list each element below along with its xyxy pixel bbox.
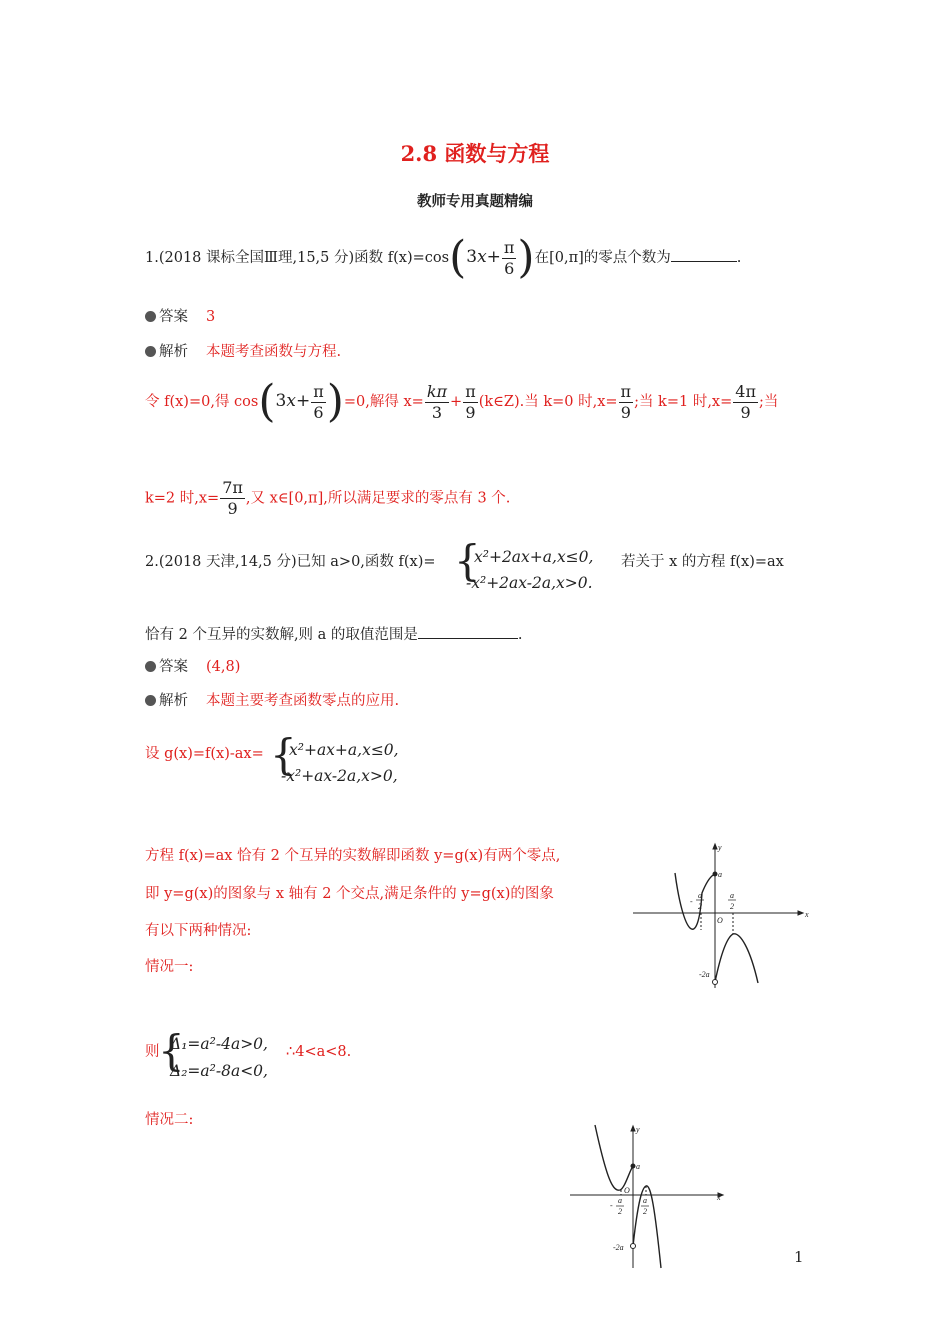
sol-var: x (286, 391, 296, 411)
frac-num: π (465, 381, 476, 401)
minus-label: - (690, 897, 693, 906)
graph-case-2 (565, 1120, 730, 1272)
ze-label: 则 (145, 1044, 160, 1060)
x-label: x (717, 1193, 721, 1202)
frac-den: 3 (431, 402, 443, 422)
neg2a-label: -2a (699, 970, 710, 979)
q1-end: . (736, 250, 742, 266)
answer-value: 3 (206, 309, 216, 325)
x-label: x (805, 910, 809, 919)
g-brace: { (270, 730, 297, 779)
sol-fraction-7pi9 (220, 478, 245, 519)
right-paren: ) (326, 376, 344, 427)
q1-suffix: 在[0,π]的零点个数为 (534, 250, 671, 266)
right-paren: ) (517, 232, 535, 283)
frac-num: π (313, 381, 324, 401)
q2-line-2 (145, 625, 523, 645)
para-3: 有以下两种情况: (145, 923, 252, 939)
sol-text-b: =0,解得 x= (343, 394, 424, 410)
analysis-badge-icon (145, 346, 156, 357)
delta-2: Δ₂=a²-8a<0, (170, 1062, 268, 1080)
a-label: a (636, 1162, 640, 1171)
neg2a-label: -2a (613, 1243, 624, 1252)
x-arrow-icon (798, 911, 803, 915)
analysis-text: 本题主要考查函数零点的应用. (206, 693, 400, 709)
half-den-left: 2 (618, 1207, 622, 1216)
frac-den: 6 (313, 402, 324, 422)
q2-brace: { (454, 536, 481, 585)
curve-left (675, 873, 715, 929)
sol-fraction-pi6 (311, 382, 326, 423)
curve-right (715, 934, 758, 983)
delta-1: Δ₁=a²-4a>0, (170, 1035, 268, 1053)
point-neg2a (631, 1244, 636, 1249)
frac-den: 9 (227, 499, 238, 518)
conclusion: ∴4<a<8. (286, 1044, 352, 1060)
q2-case-1: x²+2ax+a,x≤0, (474, 548, 594, 566)
origin-label: O (717, 916, 723, 925)
analysis-label: 解析 (159, 693, 188, 709)
q2-suffix: 若关于 x 的方程 f(x)=ax (621, 554, 784, 570)
left-paren: ( (449, 232, 467, 283)
g-case-1: x²+ax+a,x≤0, (289, 741, 399, 759)
sol-text-c: (k∈Z).当 k=0 时,x= (478, 394, 618, 410)
minus-label: - (610, 1201, 613, 1210)
q2-prefix: 2.(2018 天津,14,5 分)已知 a>0,函数 f(x)= (145, 554, 436, 570)
point-a (713, 872, 717, 876)
y-label: y (636, 1125, 640, 1134)
frac-den: 9 (740, 402, 751, 422)
frac-num: 7π (222, 478, 243, 497)
y-arrow-icon (713, 844, 717, 849)
analysis-1 (145, 342, 341, 362)
answer-label: 答案 (159, 659, 188, 675)
analysis-badge-icon (145, 695, 156, 706)
sol-fraction-pi9-b (619, 382, 634, 423)
q1-plus: + (486, 247, 501, 267)
q2-end: . (517, 627, 523, 643)
q1-coef: 3 (466, 247, 478, 267)
point-a (631, 1164, 635, 1168)
analysis-text: 本题考查函数与方程. (206, 344, 342, 360)
frac-den: 9 (465, 402, 476, 422)
left-paren: ( (258, 376, 276, 427)
curve-left (595, 1125, 633, 1190)
solution-1-line-1 (145, 376, 779, 427)
q1-var: x (477, 247, 487, 267)
a-label: a (718, 870, 722, 879)
sol2-text-b: ,又 x∈[0,π],所以满足要求的零点有 3 个. (245, 490, 511, 507)
y-arrow-icon (631, 1126, 635, 1131)
answer-badge-icon (145, 311, 156, 322)
page-title: 2.8 函数与方程 (400, 141, 550, 166)
q1-fraction (502, 238, 517, 279)
frac-num: 4π (735, 381, 756, 401)
frac-num: kπ (426, 381, 448, 401)
half-num-left: a (698, 891, 702, 900)
q1-prefix: 1.(2018 课标全国Ⅲ理,15,5 分)函数 f(x)=cos (145, 250, 450, 266)
case-1-label: 情况一: (145, 959, 194, 975)
analysis-label: 解析 (159, 344, 188, 360)
q1-frac-num: π (503, 237, 515, 257)
sol-plus2: + (450, 394, 463, 410)
graph-case-1 (628, 838, 813, 990)
delta-brace: { (158, 1026, 185, 1075)
sol-fraction-kpi3 (425, 382, 449, 423)
q1-answer-blank (671, 261, 737, 262)
half-num-right: a (643, 1196, 647, 1205)
point-neg2a (713, 980, 718, 985)
sol-text-a: 令 f(x)=0,得 cos (145, 394, 259, 410)
curve-right (633, 1186, 661, 1268)
para-1: 方程 f(x)=ax 恰有 2 个互异的实数解即函数 y=g(x)有两个零点, (145, 848, 561, 864)
solution-1-line-2 (145, 478, 510, 519)
g-prefix: 设 g(x)=f(x)-ax= (145, 746, 264, 762)
q1-frac-den: 6 (504, 258, 515, 278)
half-den-right: 2 (643, 1207, 647, 1216)
answer-1 (145, 307, 215, 327)
g-case-2: -x²+ax-2a,x>0, (281, 767, 398, 785)
sol-plus: + (295, 391, 311, 411)
q2-answer-blank (418, 638, 518, 639)
sol-text-e: ;当 (758, 394, 779, 410)
sol-coef: 3 (275, 391, 287, 411)
q2-line2-text: 恰有 2 个互异的实数解,则 a 的取值范围是 (145, 627, 418, 643)
frac-num: π (620, 381, 632, 401)
sol2-text-a: k=2 时,x= (145, 490, 220, 507)
half-num-left: a (618, 1196, 622, 1205)
half-den-right: 2 (730, 902, 734, 911)
half-den-left: 2 (698, 902, 702, 911)
sol-fraction-pi9 (463, 382, 478, 423)
answer-label: 答案 (159, 309, 188, 325)
answer-badge-icon (145, 661, 156, 672)
para-2: 即 y=g(x)的图象与 x 轴有 2 个交点,满足条件的 y=g(x)的图象 (145, 886, 554, 902)
answer-value: (4,8) (206, 659, 241, 675)
q2-case-2: -x²+2ax-2a,x>0. (466, 574, 593, 592)
section-subtitle: 教师专用真题精编 (417, 193, 533, 210)
frac-den: 9 (620, 402, 631, 422)
question-1 (145, 232, 742, 283)
y-label: y (718, 843, 722, 852)
sol-fraction-4pi9 (733, 382, 758, 423)
origin-label: O (624, 1186, 630, 1195)
analysis-2 (145, 691, 399, 711)
sol-text-d: ;当 k=1 时,x= (634, 394, 733, 410)
answer-2 (145, 657, 240, 677)
case-2-label: 情况二: (145, 1112, 194, 1128)
page-number: 1 (794, 1248, 804, 1266)
half-num-right: a (730, 891, 734, 900)
